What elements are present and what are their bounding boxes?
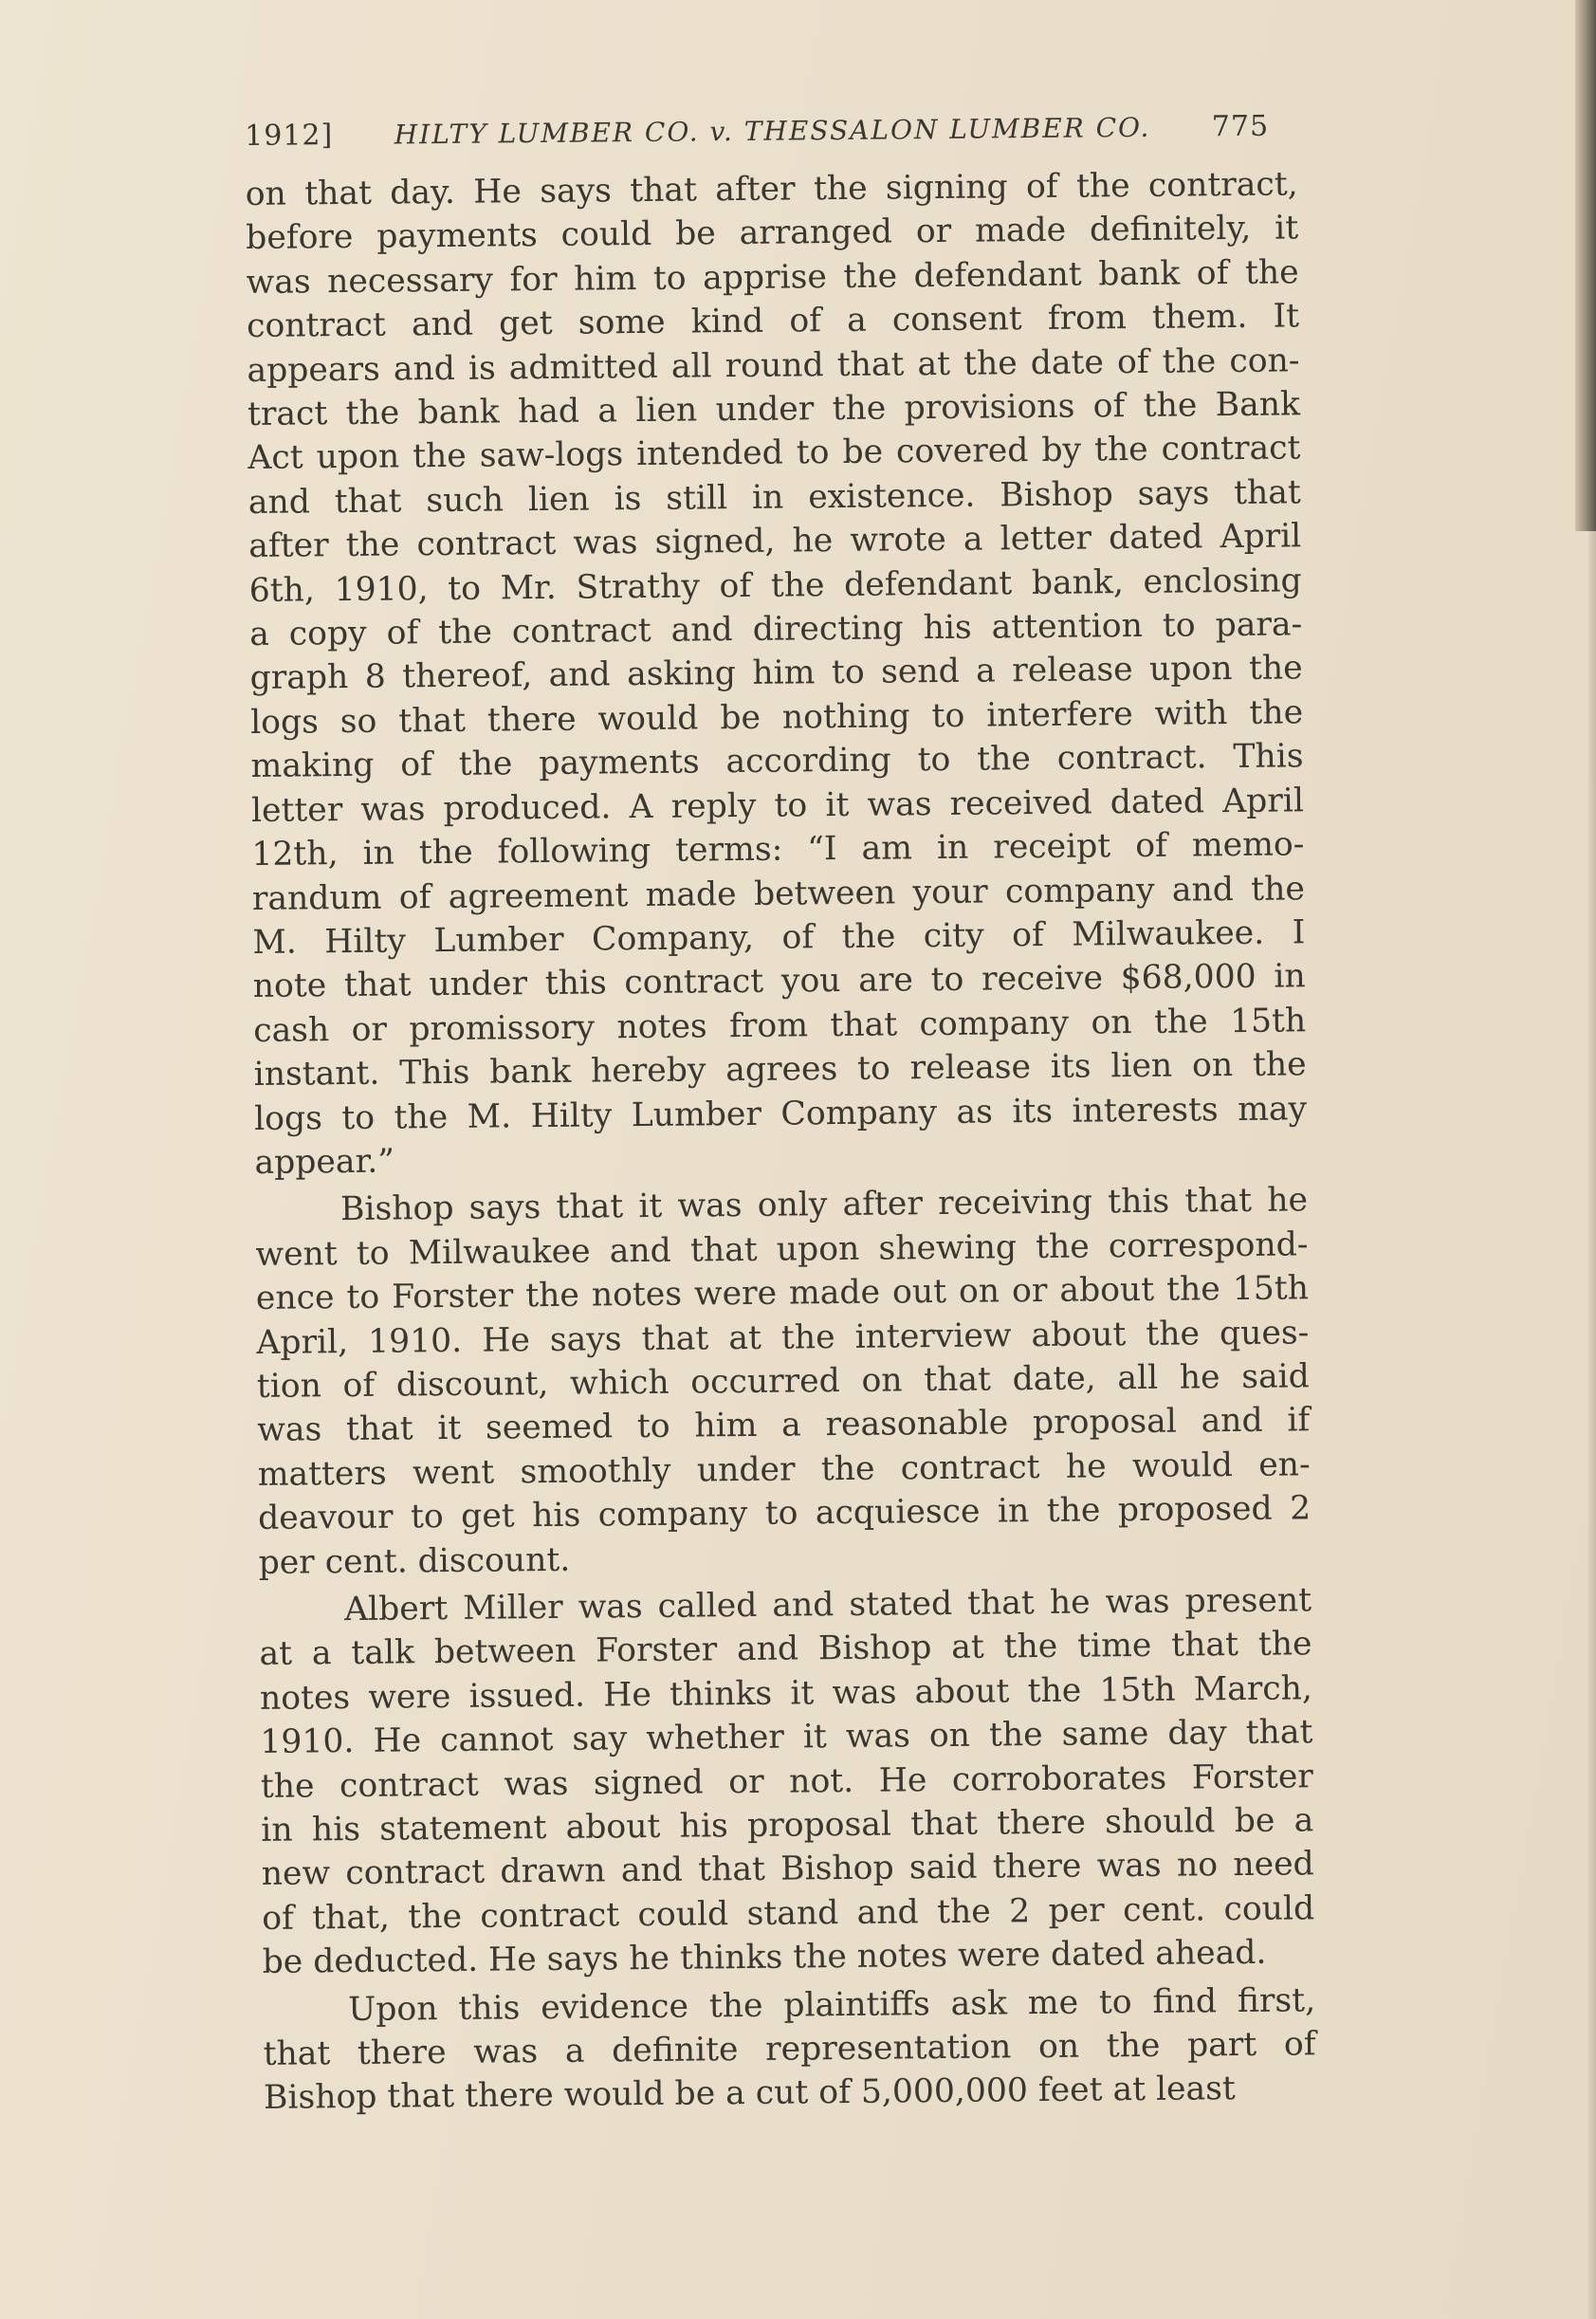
text-line: the contract was signed or not. He corroborates Forster <box>260 1757 1314 1806</box>
text-line: tract the bank had a lien under the provisions of the Bank <box>247 385 1301 434</box>
text-line: logs so that there would be nothing to interfere with the <box>249 693 1304 742</box>
text-line: at a talk between Forster and Bishop at the time that the <box>259 1625 1312 1674</box>
text-line: be deducted. He says he thinks the notes were dated ahead. <box>262 1933 1267 1982</box>
text-line: 6th, 1910, to Mr. Strathy of the defendant bank, enclosing <box>248 561 1302 610</box>
text-line: Act upon the saw-logs intended to be covered by the contract <box>248 429 1301 478</box>
text-line: matters went smoothly under the contract he would en- <box>257 1445 1311 1494</box>
page-edge-shadow <box>1588 531 1596 2319</box>
text-line: making of the payments according to the contract. This <box>250 737 1304 786</box>
text-line: M. Hilty Lumber Company, of the city of Milwaukee. I <box>252 913 1306 962</box>
page-text-block <box>245 109 1316 2120</box>
text-line: contract and get some kind of a consent from them. It <box>246 297 1300 346</box>
text-line: was that it seemed to him a reasonable proposal and if <box>257 1401 1311 1450</box>
running-head <box>245 110 1269 173</box>
text-line: that there was a definite representation on the part of <box>263 2025 1316 2073</box>
text-line: was necessary for him to apprise the defendant bank of the <box>246 253 1299 302</box>
text-line: ence to Forster the notes were made out on or about the 15th <box>255 1269 1310 1318</box>
paragraph <box>246 162 1308 1185</box>
text-line: new contract drawn and that Bishop said there was no need <box>261 1845 1314 1894</box>
text-line: deavour to get his company to acquiesce in the proposed 2 <box>257 1489 1312 1538</box>
text-line: appear.” <box>254 1142 395 1182</box>
text-line: went to Milwaukee and that upon shewing the correspond- <box>255 1225 1309 1274</box>
text-line: graph 8 thereof, and asking him to send a release upon the <box>249 649 1303 698</box>
page-binding-edge <box>1575 0 1596 531</box>
text-line: Albert Miller was called and stated that he was present <box>343 1581 1312 1629</box>
text-line: tion of discount, which occurred on that date, all he said <box>256 1357 1310 1406</box>
running-head-year: 1912] <box>245 119 334 153</box>
text-line: Bishop says that it was only after receiving this that he <box>339 1181 1309 1229</box>
text-line: instant. This bank hereby agrees to release its lien on the <box>253 1045 1307 1095</box>
text-line: and that such lien is still in existence. Bishop says that <box>248 473 1302 522</box>
text-line: of that, the contract could stand and the 2 per cent. could <box>262 1889 1315 1938</box>
text-line: before payments could be arranged or made definitely, it <box>246 209 1299 258</box>
page-number: 775 <box>1211 109 1270 144</box>
text-line: notes were issued. He thinks it was about the 15th March, <box>259 1669 1313 1718</box>
text-line: in his statement about his proposal that there should be a <box>261 1801 1314 1850</box>
text-line: 12th, in the following terms: “I am in receipt of memo- <box>251 825 1305 874</box>
paragraph <box>263 1979 1316 2121</box>
text-line: a copy of the contract and directing his attention to para- <box>249 605 1303 654</box>
text-line: Upon this evidence the plaintiffs ask me to find first, <box>347 1980 1316 2029</box>
text-line: April, 1910. He says that at the interview about the ques- <box>256 1313 1310 1362</box>
text-line: appears and is admitted all round that at the date of the con- <box>247 340 1300 390</box>
text-line: 1910. He cannot say whether it was on the same day that <box>260 1713 1313 1762</box>
text-line: letter was produced. A reply to it was received dated April <box>250 781 1305 830</box>
text-line: per cent. discount. <box>258 1540 571 1582</box>
running-head-title: HILTY LUMBER CO. v. THESSALON LUMBER CO. <box>394 111 1151 151</box>
text-line: note that under this contract you are to receive $68,000 in <box>252 957 1306 1006</box>
text-line: after the contract was signed, he wrote a letter dated April <box>248 517 1302 566</box>
text-line: Bishop that there would be a cut of 5,000,000 feet at least <box>263 2070 1236 2118</box>
text-line: on that day. He says that after the signing of the contract, <box>245 165 1298 213</box>
paragraph <box>255 1179 1312 1585</box>
text-line: logs to the M. Hilty Lumber Company as its interests may <box>253 1089 1308 1138</box>
text-line: randum of agreement made between your company and the <box>251 869 1306 918</box>
text-line: cash or promissory notes from that company on the 15th <box>253 1002 1307 1050</box>
body-text <box>246 162 1317 2120</box>
paragraph <box>259 1578 1315 1984</box>
